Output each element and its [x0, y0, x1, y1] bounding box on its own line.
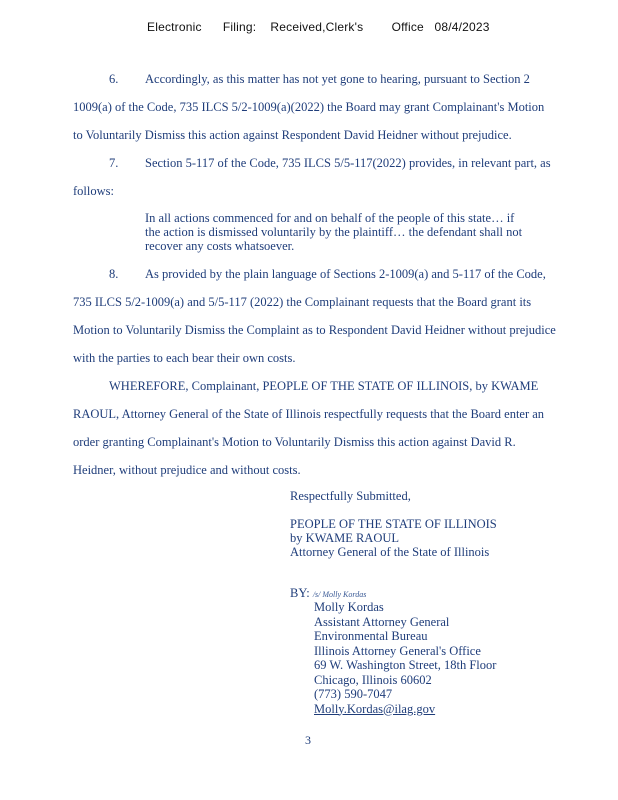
signer-email-link[interactable]: Molly.Kordas@ilag.gov: [314, 701, 436, 716]
paragraph-6: 6. Accordingly, as this matter has not yet gone to hearing, pursuant to Section 2 1009(a) of the Code, 735 ILCS 5/2-1009(a)(2022) the Board may grant Complainant's Motion to Voluntarily Dismiss this action against Respondent David Heidner without prejudice.: [73, 65, 558, 149]
signer-office: Illinois Attorney General's Office: [314, 643, 481, 658]
signer-phone: (773) 590-7047: [314, 687, 393, 701]
wherefore-clause: WHEREFORE, Complainant, PEOPLE OF THE STATE OF ILLINOIS, by KWAME RAOUL, Attorney General of the State of Illinois respectfully requests that the Board enter an order granting Complainant's Motion to Voluntarily Dismiss this action against David R. Heidner, without prejudice and without costs.: [73, 379, 545, 477]
filing-header: Electronic Filing: Received,Clerk's Office 08/4/2023: [147, 20, 490, 34]
paragraph-8: 8. As provided by the plain language of Sections 2-1009(a) and 5-117 of the Code, 735 ILCS 5/2-1009(a) and 5/5-117 (2022) the Complainant requests that the Board grant its Motion to Voluntarily Dismiss the Complaint as to Respondent David Heidner without prejudice with the parties to each bear their own costs.: [73, 260, 558, 372]
signer-street: 69 W. Washington Street, 18th Floor: [314, 658, 497, 672]
paragraph-number: 7.: [109, 156, 119, 170]
block-quote: In all actions commenced for and on behalf of the people of this state… if the action is dismissed voluntarily by the plaintiff… the defendant shall not recover any costs whatsoever.: [145, 211, 523, 253]
electronic-signature: /s/ Molly Kordas: [312, 590, 367, 599]
paragraph-7: 7. Section 5-117 of the Code, 735 ILCS 5/5-117(2022) provides, in relevant part, as follows:: [73, 149, 558, 205]
paragraph-number: 6.: [109, 72, 119, 86]
signer-contact-block: [314, 600, 496, 716]
closing-line: Respectfully Submitted,: [290, 489, 411, 503]
paragraph-number: 8.: [109, 267, 119, 281]
by-label: BY:: [290, 586, 310, 600]
signer-name: Molly Kordas: [314, 600, 384, 614]
party-block: PEOPLE OF THE STATE OF ILLINOIS by KWAME RAOUL Attorney General of the State of Illinois: [290, 517, 497, 559]
signer-city: Chicago, Illinois 60602: [314, 672, 432, 687]
page-number: 3: [305, 733, 311, 747]
signer-bureau: Environmental Bureau: [314, 629, 428, 643]
signer-title: Assistant Attorney General: [314, 614, 450, 629]
